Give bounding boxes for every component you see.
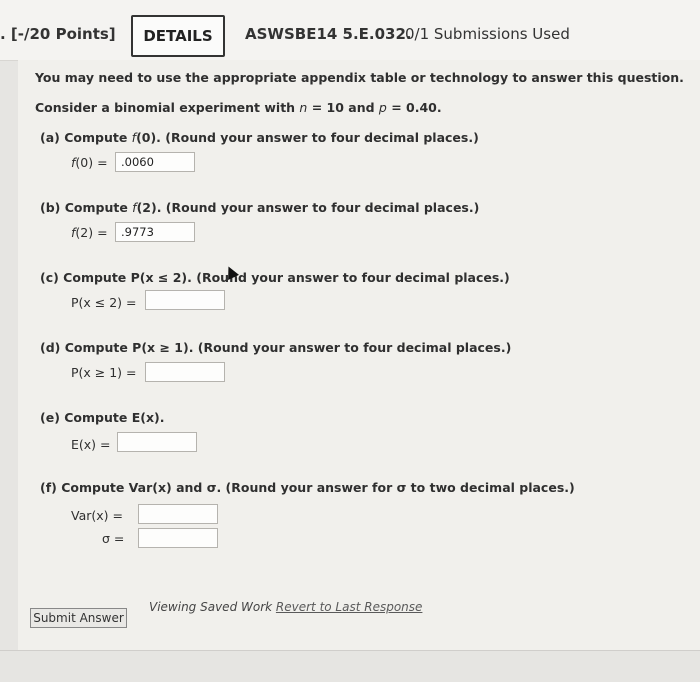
part-b-label-fn: f: [71, 225, 76, 240]
instruction-text: You may need to use the appropriate appendix table or technology to answer this question.: [35, 70, 684, 85]
part-c-label: P(x ≤ 2) =: [71, 295, 137, 310]
part-d-prompt: (d) Compute P(x ≥ 1). (Round your answer to four decimal places.): [40, 340, 512, 355]
saved-work-note: [149, 600, 422, 614]
part-d-label: P(x ≥ 1) =: [71, 365, 137, 380]
part-e-label: E(x) =: [71, 437, 111, 452]
part-f-sigma-input[interactable]: [138, 528, 218, 548]
part-f-prompt: (f) Compute Var(x) and σ. (Round your answer for σ to two decimal places.): [40, 480, 575, 495]
submit-answer-button[interactable]: Submit Answer: [30, 608, 127, 628]
question-header: [0, 0, 700, 61]
problem-prefix: Consider a binomial experiment with: [35, 100, 300, 115]
question-panel: [18, 60, 700, 650]
n-value: = 10 and: [307, 100, 379, 115]
n-variable: n: [299, 100, 308, 115]
part-a-prompt: [40, 130, 479, 145]
part-a-prefix: (a) Compute: [40, 130, 132, 145]
revert-link[interactable]: Revert to Last Response: [275, 600, 423, 614]
problem-statement: [35, 100, 442, 115]
part-b-answer-input[interactable]: .9773: [115, 222, 195, 242]
points-label: . [-/20 Points]: [0, 25, 116, 43]
viewing-saved-text: Viewing Saved Work: [149, 600, 276, 614]
part-a-label-fn: f: [71, 155, 76, 170]
part-b-label-rest: (2) =: [75, 225, 108, 240]
part-c-prompt: (c) Compute P(x ≤ 2). (Round your answer to four decimal places.): [40, 270, 510, 285]
submissions-used: 0/1 Submissions Used: [405, 25, 570, 43]
part-d-answer-input[interactable]: [145, 362, 225, 382]
part-f-var-label: Var(x) =: [71, 508, 123, 523]
part-e-prompt: (e) Compute E(x).: [40, 410, 165, 425]
part-b-rest: (2). (Round your answer to four decimal places.): [136, 200, 480, 215]
divider: [0, 650, 700, 651]
details-button[interactable]: DETAILS: [131, 15, 225, 57]
part-a-answer-input[interactable]: .0060: [115, 152, 195, 172]
part-c-answer-input[interactable]: [145, 290, 225, 310]
part-a-label-rest: (0) =: [75, 155, 108, 170]
part-b-prompt: [40, 200, 479, 215]
question-id: ASWSBE14 5.E.032.: [245, 25, 412, 43]
part-a-fn: f: [131, 130, 137, 145]
part-b-fn: f: [132, 200, 137, 215]
part-b-label: [71, 225, 108, 240]
part-a-rest: (0). (Round your answer to four decimal places.): [136, 130, 479, 145]
part-b-prefix: (b) Compute: [40, 200, 133, 215]
p-value: = 0.40.: [386, 100, 442, 115]
part-e-answer-input[interactable]: [117, 432, 197, 452]
part-f-var-input[interactable]: [138, 504, 218, 524]
part-a-label: [71, 155, 108, 170]
part-f-sigma-label: σ =: [102, 531, 125, 546]
p-variable: p: [378, 100, 387, 115]
